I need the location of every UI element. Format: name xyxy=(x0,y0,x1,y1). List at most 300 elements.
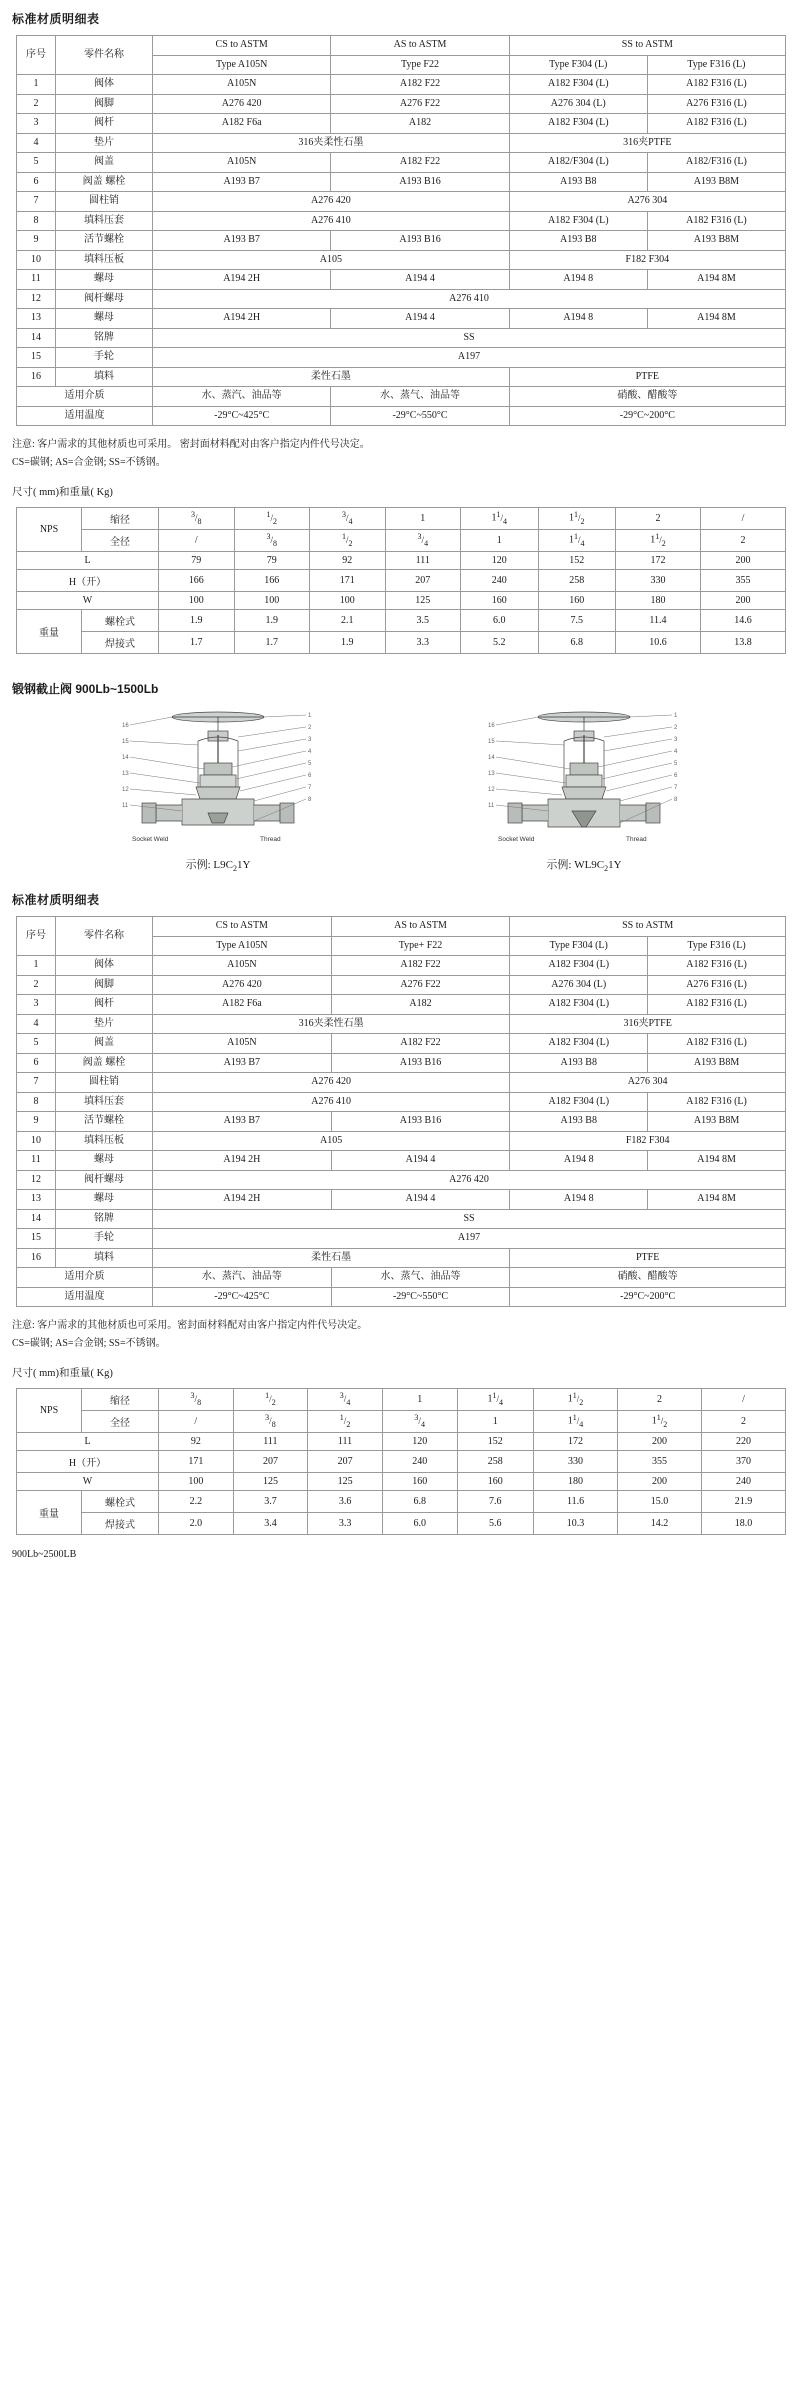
row-as: A193 B16 xyxy=(331,1112,510,1132)
cell: 2 xyxy=(701,1411,785,1433)
cell: $^3/_4$ xyxy=(382,1411,457,1433)
cell: 160 xyxy=(457,1473,534,1491)
cell: 171 xyxy=(310,570,386,592)
dim-row-bolted xyxy=(17,610,786,632)
row-cs: A194 2H xyxy=(153,1151,332,1171)
svg-text:2: 2 xyxy=(674,725,678,731)
document-page xyxy=(0,10,802,1560)
dim-row-H xyxy=(17,570,786,592)
row-ss304: A193 B8 xyxy=(510,1112,648,1132)
table-row xyxy=(17,1131,786,1151)
table-row-media xyxy=(17,387,786,407)
dim-title-2: 尺寸( mm)和重量( Kg) xyxy=(12,1368,113,1380)
row-span-all: A276 420 xyxy=(153,1170,786,1190)
table-row xyxy=(17,94,786,114)
row-ss316: A182 F316 (L) xyxy=(647,75,785,95)
row-index: 4 xyxy=(17,1014,56,1034)
row-ss316: A182 F316 (L) xyxy=(647,211,785,231)
welded-label: 焊接式 xyxy=(82,1513,159,1535)
media-cs: 水、蒸汽、油品等 xyxy=(153,1268,332,1288)
table-row xyxy=(17,270,786,290)
row-part: 填料压套 xyxy=(56,211,153,231)
cell: 13.8 xyxy=(700,632,785,654)
cell: 1 xyxy=(382,1389,457,1411)
reduced-label: 缩径 xyxy=(82,1389,159,1411)
cell: $1^1/_4$ xyxy=(461,508,538,530)
cell: $1^1/_2$ xyxy=(618,1411,702,1433)
table-header-row xyxy=(17,917,786,937)
full-label: 全径 xyxy=(82,530,159,552)
row-span-left: 316夹柔性石墨 xyxy=(153,133,510,153)
valve-drawing-1 xyxy=(48,701,388,851)
row-part: 垫片 xyxy=(56,133,153,153)
cell: 207 xyxy=(308,1451,383,1473)
note-4: CS=碳钢; AS=合金钢; SS=不锈钢。 xyxy=(12,1338,166,1350)
row-ss316: A182/F316 (L) xyxy=(647,153,785,173)
row-part: 螺母 xyxy=(56,1190,153,1210)
svg-text:16: 16 xyxy=(488,723,495,729)
cell: $^3/_8$ xyxy=(233,1411,308,1433)
table-row xyxy=(17,995,786,1015)
row-part: 阀盖 螺栓 xyxy=(56,172,153,192)
row-ss304: A193 B8 xyxy=(509,172,647,192)
temp-ss: -29°C~200°C xyxy=(509,406,785,426)
row-part: 阀杆螺母 xyxy=(56,1170,153,1190)
row-ss304: A182 F304 (L) xyxy=(510,995,648,1015)
dim-row-full xyxy=(17,1411,786,1433)
row-span-right: A276 304 xyxy=(509,192,785,212)
row-as: A182 F22 xyxy=(331,153,509,173)
header-type-f22: Type F22 xyxy=(331,55,509,75)
cell: 111 xyxy=(385,552,461,570)
row-cs: A193 B7 xyxy=(153,231,331,251)
cell: 1.9 xyxy=(234,610,310,632)
cell: 14.6 xyxy=(700,610,785,632)
row-span-right: F182 F304 xyxy=(510,1131,786,1151)
cell: 355 xyxy=(700,570,785,592)
row-span-all: SS xyxy=(153,1209,786,1229)
row-label-L: L xyxy=(17,1433,159,1451)
temp-ss: -29°C~200°C xyxy=(510,1287,786,1307)
row-part: 填料压套 xyxy=(56,1092,153,1112)
row-as: A276 F22 xyxy=(331,975,510,995)
dim-row-bolted xyxy=(17,1491,786,1513)
cell: / xyxy=(159,530,235,552)
dimension-table-1 xyxy=(16,507,786,654)
row-index: 1 xyxy=(17,75,56,95)
note-1: 注意: 客户需求的其他材质也可采用。 密封面材料配对由客户指定内件代号决定。 xyxy=(12,439,370,450)
cell: 3.3 xyxy=(308,1513,383,1535)
row-index: 7 xyxy=(17,192,56,212)
weight-label: 重量 xyxy=(17,1491,82,1535)
table-row xyxy=(17,1053,786,1073)
note-2: CS=碳钢; AS=合金钢; SS=不锈钢。 xyxy=(12,457,166,468)
row-ss316: A182 F316 (L) xyxy=(648,956,786,976)
row-cs: A276 420 xyxy=(153,94,331,114)
row-span-all: A197 xyxy=(153,1229,786,1249)
svg-text:1: 1 xyxy=(308,713,312,719)
cell: / xyxy=(159,1411,234,1433)
row-ss304: A182 F304 (L) xyxy=(510,956,648,976)
svg-text:15: 15 xyxy=(488,739,495,745)
dim-row-welded xyxy=(17,1513,786,1535)
cell: 6.0 xyxy=(461,610,538,632)
row-label-W: W xyxy=(17,592,159,610)
cell: 21.9 xyxy=(701,1491,785,1513)
cell: 92 xyxy=(159,1433,234,1451)
row-part: 阀盖 xyxy=(56,153,153,173)
cell: 2 xyxy=(700,530,785,552)
cell: 207 xyxy=(385,570,461,592)
cell: 160 xyxy=(382,1473,457,1491)
row-part: 阀脚 xyxy=(56,975,153,995)
row-part: 铭牌 xyxy=(56,328,153,348)
row-index: 14 xyxy=(17,328,56,348)
cell: 2.2 xyxy=(159,1491,234,1513)
header-type-a105n: Type A105N xyxy=(153,55,331,75)
cell: 92 xyxy=(310,552,386,570)
cell: 120 xyxy=(382,1433,457,1451)
row-span-right: PTFE xyxy=(510,1248,786,1268)
table-row xyxy=(17,289,786,309)
temp-as: -29°C~550°C xyxy=(331,1287,510,1307)
cell: 10.3 xyxy=(534,1513,618,1535)
row-span-left: A276 420 xyxy=(153,192,510,212)
dim-row-reduced xyxy=(17,1389,786,1411)
header-type-f304: Type F304 (L) xyxy=(509,55,647,75)
cell: 5.6 xyxy=(457,1513,534,1535)
table-row xyxy=(17,1229,786,1249)
table-row xyxy=(17,1190,786,1210)
row-cs: A182 F6a xyxy=(153,114,331,134)
cell: 11.4 xyxy=(616,610,701,632)
cell: 1.9 xyxy=(310,632,386,654)
figure-caption-text-1: 示例: $L9C_21Y$ xyxy=(185,859,251,874)
cell: 166 xyxy=(159,570,235,592)
cell: $1^1/_2$ xyxy=(538,508,615,530)
cell: 15.0 xyxy=(618,1491,702,1513)
row-index: 10 xyxy=(17,1131,56,1151)
cell: 160 xyxy=(461,592,538,610)
row-cs: A193 B7 xyxy=(153,1112,332,1132)
table-row xyxy=(17,1209,786,1229)
row-ss304: A276 304 (L) xyxy=(509,94,647,114)
row-as: A182 F22 xyxy=(331,75,509,95)
row-index: 9 xyxy=(17,1112,56,1132)
svg-text:1: 1 xyxy=(674,713,678,719)
row-span-right: PTFE xyxy=(509,367,785,387)
header-group-ss: SS to ASTM xyxy=(509,36,785,56)
row-ss316: A182 F316 (L) xyxy=(648,1034,786,1054)
row-index: 13 xyxy=(17,309,56,329)
row-label-H: H（开） xyxy=(17,570,159,592)
header-part-name: 零件名称 xyxy=(56,917,153,956)
row-as: A194 4 xyxy=(331,309,509,329)
cell: 258 xyxy=(457,1451,534,1473)
row-index: 1 xyxy=(17,956,56,976)
valve-drawing-2 xyxy=(414,701,754,851)
svg-text:4: 4 xyxy=(308,749,312,755)
table-row-media xyxy=(17,1268,786,1288)
header-index: 序号 xyxy=(17,917,56,956)
row-cs: A194 2H xyxy=(153,309,331,329)
row-ss316: A193 B8M xyxy=(647,231,785,251)
header-group-as: AS to ASTM xyxy=(331,36,509,56)
row-index: 8 xyxy=(17,1092,56,1112)
figure-caption-text-2: 示例: $WL9C_21Y$ xyxy=(546,859,622,874)
table-row xyxy=(17,348,786,368)
row-part: 阀脚 xyxy=(56,94,153,114)
temp-as: -29°C~550°C xyxy=(331,406,509,426)
cell: 100 xyxy=(159,1473,234,1491)
row-part: 阀杆 xyxy=(56,995,153,1015)
table-row xyxy=(17,133,786,153)
table-row xyxy=(17,153,786,173)
cell: 2 xyxy=(616,508,701,530)
temp-label: 适用温度 xyxy=(17,406,153,426)
cell: 240 xyxy=(461,570,538,592)
row-part: 手轮 xyxy=(56,348,153,368)
row-label-W: W xyxy=(17,1473,159,1491)
cell: $^3/_4$ xyxy=(308,1389,383,1411)
cell: 18.0 xyxy=(701,1513,785,1535)
cell: 5.2 xyxy=(461,632,538,654)
table-row xyxy=(17,975,786,995)
row-index: 4 xyxy=(17,133,56,153)
dim-row-welded xyxy=(17,632,786,654)
row-as: A182 F22 xyxy=(331,1034,510,1054)
cell: 166 xyxy=(234,570,310,592)
cell: $^1/_2$ xyxy=(234,508,310,530)
cell: 125 xyxy=(385,592,461,610)
header-group-cs: CS to ASTM xyxy=(153,36,331,56)
cell: 152 xyxy=(457,1433,534,1451)
row-ss316: A193 B8M xyxy=(648,1112,786,1132)
row-cs: A105N xyxy=(153,956,332,976)
row-as: A182 xyxy=(331,114,509,134)
table-row xyxy=(17,211,786,231)
row-index: 2 xyxy=(17,975,56,995)
row-index: 8 xyxy=(17,211,56,231)
svg-text:14: 14 xyxy=(122,755,129,761)
svg-text:4: 4 xyxy=(674,749,678,755)
row-index: 15 xyxy=(17,348,56,368)
cell: 6.8 xyxy=(538,632,615,654)
cell: $^3/_8$ xyxy=(159,508,235,530)
cell: 3.6 xyxy=(308,1491,383,1513)
row-ss316: A182 F316 (L) xyxy=(648,995,786,1015)
row-cs: A105N xyxy=(153,75,331,95)
row-index: 5 xyxy=(17,153,56,173)
row-part: 填料 xyxy=(56,367,153,387)
row-as: A194 4 xyxy=(331,1190,510,1210)
row-ss316: A193 B8M xyxy=(648,1053,786,1073)
row-index: 12 xyxy=(17,289,56,309)
table-row xyxy=(17,75,786,95)
row-index: 10 xyxy=(17,250,56,270)
cell: 2.1 xyxy=(310,610,386,632)
material-table-2 xyxy=(16,916,786,1307)
row-part: 圆柱销 xyxy=(56,1073,153,1093)
row-span-right: A276 304 xyxy=(510,1073,786,1093)
full-label: 全径 xyxy=(82,1411,159,1433)
cell: 180 xyxy=(534,1473,618,1491)
row-span-right: 316夹PTFE xyxy=(509,133,785,153)
table-row xyxy=(17,1034,786,1054)
row-part: 活节螺栓 xyxy=(56,1112,153,1132)
row-index: 11 xyxy=(17,270,56,290)
figure-thread-valve xyxy=(414,701,754,873)
row-cs: A276 420 xyxy=(153,975,332,995)
header-index: 序号 xyxy=(17,36,56,75)
cell: $1^1/_4$ xyxy=(534,1411,618,1433)
row-part: 圆柱销 xyxy=(56,192,153,212)
media-label: 适用介质 xyxy=(17,1268,153,1288)
table-row xyxy=(17,114,786,134)
svg-text:3: 3 xyxy=(308,737,312,743)
table-row xyxy=(17,192,786,212)
table-row xyxy=(17,1112,786,1132)
row-index: 16 xyxy=(17,1248,56,1268)
cell: 152 xyxy=(538,552,615,570)
cell: 10.6 xyxy=(616,632,701,654)
dim-row-L xyxy=(17,1433,786,1451)
row-ss316: A193 B8M xyxy=(647,172,785,192)
row-as: A194 4 xyxy=(331,1151,510,1171)
cell: / xyxy=(700,508,785,530)
row-ss304: A194 8 xyxy=(509,270,647,290)
row-as: A276 F22 xyxy=(331,94,509,114)
cell: 258 xyxy=(538,570,615,592)
row-ss316: A194 8M xyxy=(648,1190,786,1210)
cell: $^1/_2$ xyxy=(308,1411,383,1433)
row-index: 7 xyxy=(17,1073,56,1093)
header-group-as: AS to ASTM xyxy=(331,917,510,937)
row-part: 阀体 xyxy=(56,75,153,95)
svg-text:3: 3 xyxy=(674,737,678,743)
dim-title-1: 尺寸( mm)和重量( Kg) xyxy=(12,487,113,498)
row-index: 9 xyxy=(17,231,56,251)
cell: 1 xyxy=(457,1411,534,1433)
row-span-left: 柔性石墨 xyxy=(153,367,510,387)
figure-caption-2 xyxy=(414,856,754,873)
table-row xyxy=(17,367,786,387)
row-index: 5 xyxy=(17,1034,56,1054)
table-row xyxy=(17,1151,786,1171)
header-type-f304: Type F304 (L) xyxy=(510,936,648,956)
cell: 111 xyxy=(233,1433,308,1451)
label-thread: Thread xyxy=(260,836,281,843)
svg-text:7: 7 xyxy=(308,785,312,791)
row-as: A193 B16 xyxy=(331,231,509,251)
label-socket-weld: Socket Weld xyxy=(132,836,169,843)
dim-row-H xyxy=(17,1451,786,1473)
row-span-all: A276 410 xyxy=(153,289,786,309)
header-type-f316: Type F316 (L) xyxy=(648,936,786,956)
row-ss304: A182 F304 (L) xyxy=(509,211,647,231)
row-ss304: A182 F304 (L) xyxy=(509,75,647,95)
cell: 240 xyxy=(382,1451,457,1473)
svg-text:2: 2 xyxy=(308,725,312,731)
row-cs: A105N xyxy=(153,153,331,173)
row-span-all: A197 xyxy=(153,348,786,368)
row-span-right: 316夹PTFE xyxy=(510,1014,786,1034)
row-part: 铭牌 xyxy=(56,1209,153,1229)
row-part: 阀杆螺母 xyxy=(56,289,153,309)
row-ss316: A276 F316 (L) xyxy=(648,975,786,995)
table-row xyxy=(17,1073,786,1093)
row-cs: A193 B7 xyxy=(153,1053,332,1073)
cell: 160 xyxy=(538,592,615,610)
cell: $1^1/_4$ xyxy=(538,530,615,552)
dim-row-W xyxy=(17,1473,786,1491)
cell: 3.5 xyxy=(385,610,461,632)
svg-text:5: 5 xyxy=(308,761,312,767)
cell: 2 xyxy=(618,1389,702,1411)
cell: $^1/_2$ xyxy=(310,530,386,552)
cell: 3.3 xyxy=(385,632,461,654)
row-span-left: A105 xyxy=(153,250,510,270)
cell: 240 xyxy=(701,1473,785,1491)
row-span-left: A105 xyxy=(153,1131,510,1151)
cell: 7.6 xyxy=(457,1491,534,1513)
row-part: 阀体 xyxy=(56,956,153,976)
row-ss316: A182 F316 (L) xyxy=(648,1092,786,1112)
table-row xyxy=(17,328,786,348)
row-ss316: A276 F316 (L) xyxy=(647,94,785,114)
row-span-left: 柔性石墨 xyxy=(153,1248,510,1268)
row-index: 6 xyxy=(17,1053,56,1073)
reduced-label: 缩径 xyxy=(82,508,159,530)
row-ss304: A182/F304 (L) xyxy=(509,153,647,173)
cell: 3.4 xyxy=(233,1513,308,1535)
table-row xyxy=(17,1170,786,1190)
cell: 100 xyxy=(159,592,235,610)
table-row-temp xyxy=(17,1287,786,1307)
row-index: 2 xyxy=(17,94,56,114)
cell: 171 xyxy=(159,1451,234,1473)
cell: 100 xyxy=(234,592,310,610)
svg-text:7: 7 xyxy=(674,785,678,791)
label-thread: Thread xyxy=(626,836,647,843)
row-cs: A105N xyxy=(153,1034,332,1054)
temp-label: 适用温度 xyxy=(17,1287,153,1307)
row-cs: A194 2H xyxy=(153,1190,332,1210)
label-socket-weld: Socket Weld xyxy=(498,836,535,843)
cell: 79 xyxy=(159,552,235,570)
table-row-temp xyxy=(17,406,786,426)
row-part: 活节螺栓 xyxy=(56,231,153,251)
cell: 330 xyxy=(616,570,701,592)
cell: $1^1/_2$ xyxy=(616,530,701,552)
cell: 6.8 xyxy=(382,1491,457,1513)
row-part: 填料 xyxy=(56,1248,153,1268)
cell: 120 xyxy=(461,552,538,570)
svg-text:6: 6 xyxy=(674,773,678,779)
cell: 1.9 xyxy=(159,610,235,632)
svg-text:12: 12 xyxy=(122,787,129,793)
row-part: 阀盖 螺栓 xyxy=(56,1053,153,1073)
dim-row-full xyxy=(17,530,786,552)
dim-row-W xyxy=(17,592,786,610)
row-ss316: A194 8M xyxy=(648,1151,786,1171)
row-as: A182 xyxy=(331,995,510,1015)
cell: 355 xyxy=(618,1451,702,1473)
cell: $^3/_8$ xyxy=(234,530,310,552)
page-footer: 900Lb~2500LB xyxy=(12,1549,77,1561)
cell: 200 xyxy=(618,1433,702,1451)
temp-cs: -29°C~425°C xyxy=(153,406,331,426)
